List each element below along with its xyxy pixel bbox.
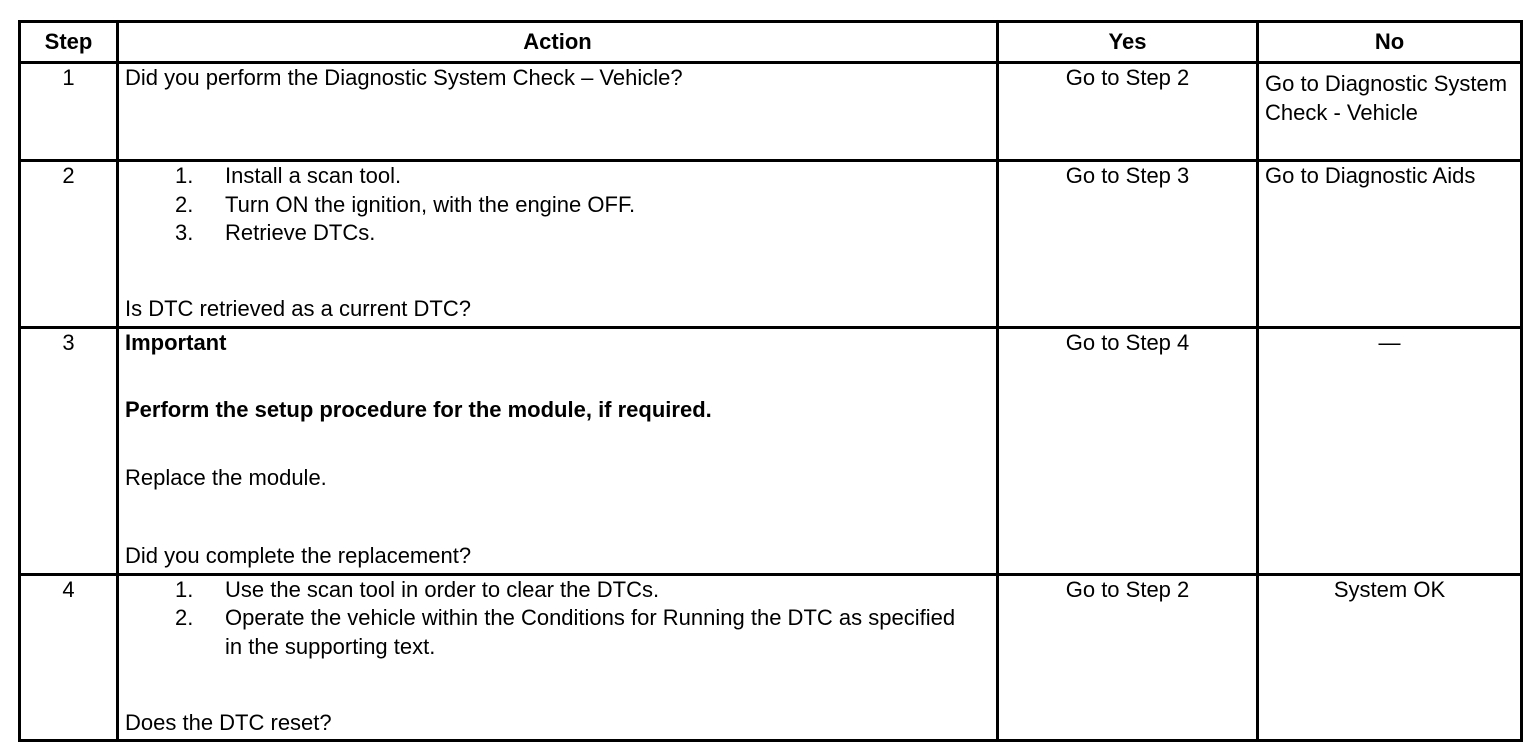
no-cell: System OK (1258, 574, 1522, 741)
action-question: Did you complete the replacement? (125, 543, 472, 568)
action-question: Is DTC retrieved as a current DTC? (125, 296, 471, 322)
diagnostic-table (18, 20, 1523, 742)
yes-cell: Go to Step 2 (998, 63, 1258, 161)
action-cell (118, 63, 998, 161)
table-row (20, 161, 1522, 327)
header-step: Step (20, 22, 118, 63)
header-row (20, 22, 1522, 63)
action-question: Did you perform the Diagnostic System Check – Vehicle? (125, 65, 683, 91)
header-yes: Yes (998, 22, 1258, 63)
yes-cell: Go to Step 2 (998, 574, 1258, 741)
action-cell (118, 327, 998, 574)
step-number: 4 (20, 574, 118, 741)
important-label: Important (125, 329, 227, 355)
action-cell (118, 574, 998, 741)
action-question: Does the DTC reset? (125, 709, 332, 735)
list-item: 1. Use the scan tool in order to clear the DTCs. (175, 576, 660, 602)
table-row (20, 574, 1522, 741)
no-cell: — (1258, 327, 1522, 574)
action-steps (125, 576, 990, 662)
step-number: 2 (20, 161, 118, 327)
step-number: 1 (20, 63, 118, 161)
important-note: Perform the setup procedure for the module, if required. (125, 397, 712, 423)
yes-cell: Go to Step 3 (998, 161, 1258, 327)
step-number: 3 (20, 327, 118, 574)
list-item: 2. Turn ON the ignition, with the engine OFF. (175, 191, 636, 217)
no-cell: Go to Diagnostic System Check - Vehicle (1258, 63, 1522, 161)
header-no: No (1258, 22, 1522, 63)
yes-cell: Go to Step 4 (998, 327, 1258, 574)
table-row (20, 63, 1522, 161)
action-instruction: Replace the module. (125, 464, 327, 490)
table-row (20, 327, 1522, 574)
list-item: 3. Retrieve DTCs. (175, 220, 376, 246)
header-action: Action (118, 22, 998, 63)
list-item: 2. Operate the vehicle within the Conditions for Running the DTC as specified in the supporting text. (175, 605, 956, 659)
action-steps (125, 162, 990, 248)
list-item: 1. Install a scan tool. (175, 163, 402, 189)
no-cell: Go to Diagnostic Aids (1258, 161, 1522, 327)
action-cell (118, 161, 998, 327)
